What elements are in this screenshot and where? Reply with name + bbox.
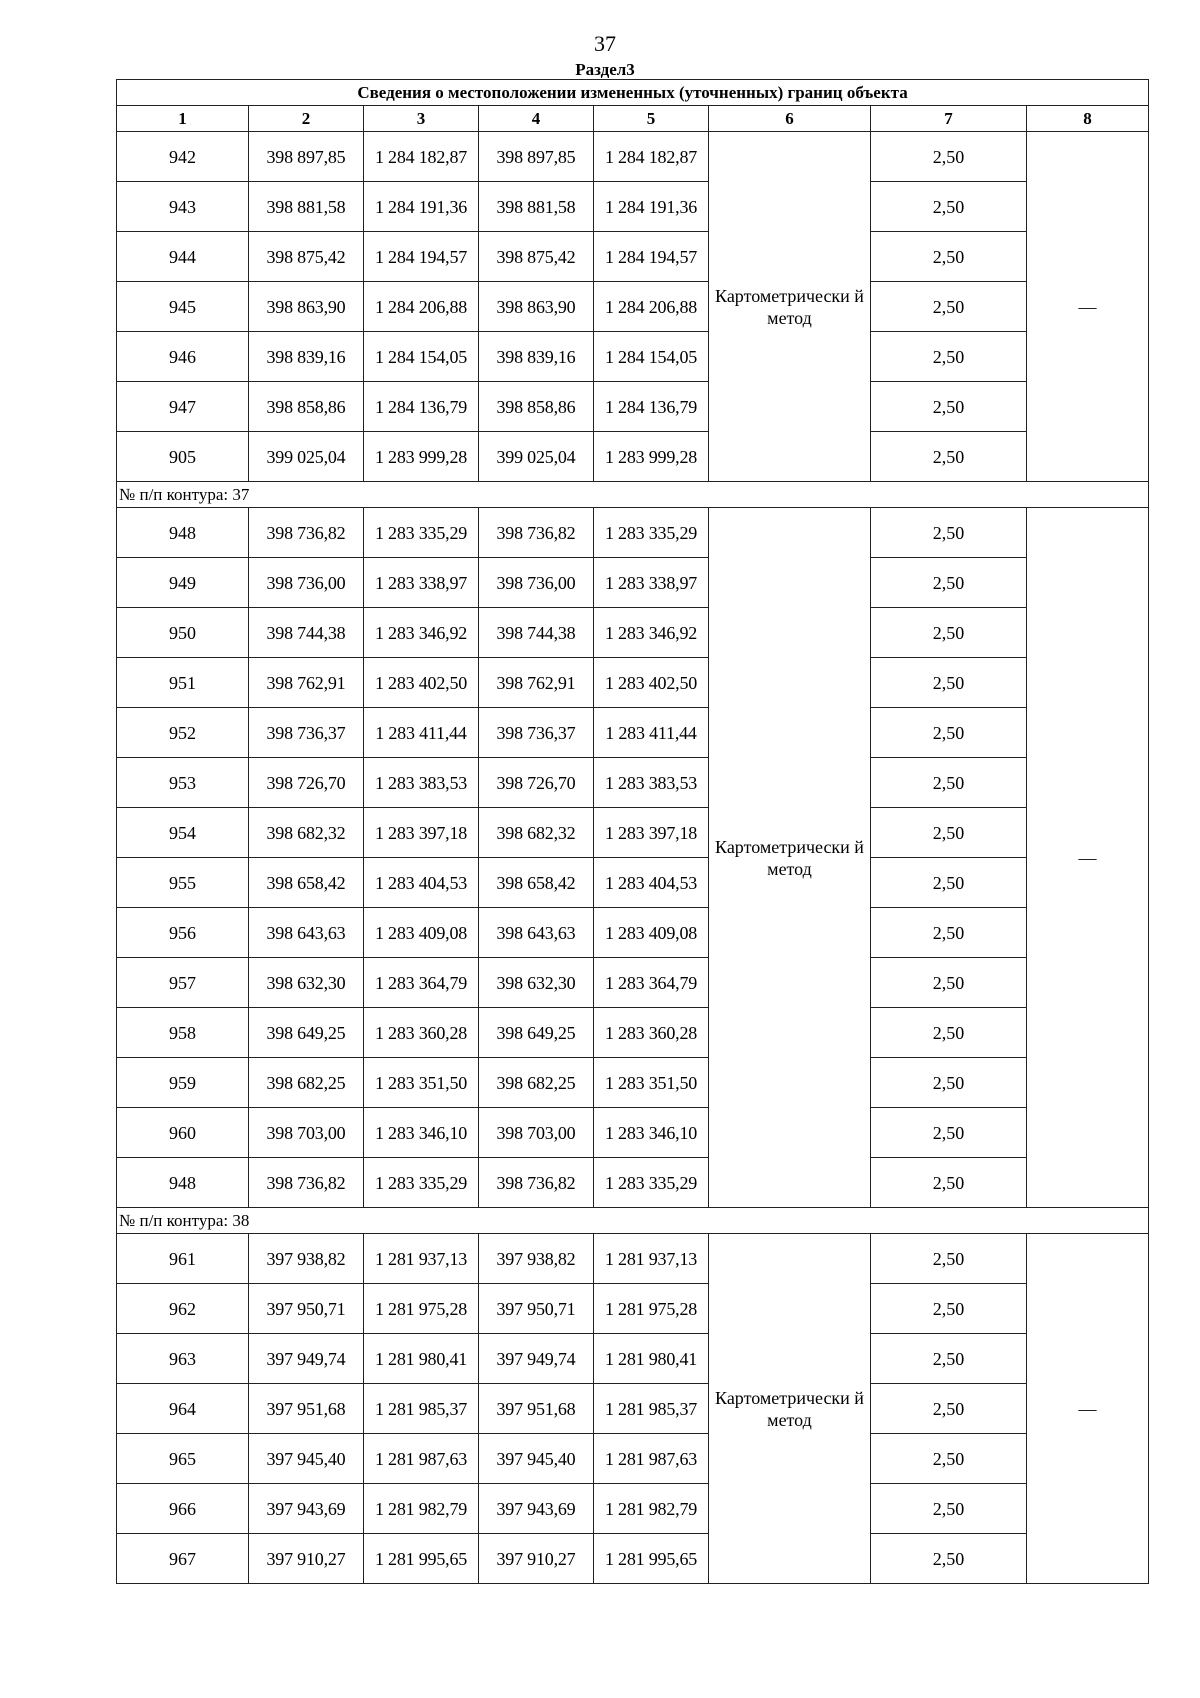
x-coordinate-cell: 398 682,32 [479,808,594,858]
x-coordinate-cell: 397 949,74 [249,1334,364,1384]
y-coordinate-cell: 1 283 346,92 [364,608,479,658]
column-number-4: 4 [479,106,594,132]
x-coordinate-cell: 397 950,71 [249,1284,364,1334]
point-number-cell: 963 [117,1334,249,1384]
method-cell: Картометрически й метод [709,132,871,482]
y-coordinate-cell: 1 284 154,05 [594,332,709,382]
y-coordinate-cell: 1 283 338,97 [364,558,479,608]
accuracy-cell: 2,50 [871,1434,1027,1484]
accuracy-cell: 2,50 [871,658,1027,708]
x-coordinate-cell: 398 875,42 [249,232,364,282]
x-coordinate-cell: 398 839,16 [249,332,364,382]
table-row [117,282,1149,332]
y-coordinate-cell: 1 283 335,29 [594,1158,709,1208]
accuracy-cell: 2,50 [871,708,1027,758]
accuracy-cell: 2,50 [871,1534,1027,1584]
column-number-7: 7 [871,106,1027,132]
y-coordinate-cell: 1 284 194,57 [594,232,709,282]
column-number-1: 1 [117,106,249,132]
y-coordinate-cell: 1 281 985,37 [594,1384,709,1434]
accuracy-cell: 2,50 [871,182,1027,232]
y-coordinate-cell: 1 281 982,79 [364,1484,479,1534]
y-coordinate-cell: 1 284 154,05 [364,332,479,382]
accuracy-cell: 2,50 [871,1334,1027,1384]
accuracy-cell: 2,50 [871,1058,1027,1108]
x-coordinate-cell: 398 632,30 [479,958,594,1008]
x-coordinate-cell: 398 736,37 [249,708,364,758]
y-coordinate-cell: 1 281 987,63 [594,1434,709,1484]
x-coordinate-cell: 397 949,74 [479,1334,594,1384]
point-number-cell: 955 [117,858,249,908]
column-number-6: 6 [709,106,871,132]
y-coordinate-cell: 1 281 975,28 [594,1284,709,1334]
accuracy-cell: 2,50 [871,282,1027,332]
column-number-2: 2 [249,106,364,132]
y-coordinate-cell: 1 283 360,28 [594,1008,709,1058]
y-coordinate-cell: 1 283 338,97 [594,558,709,608]
y-coordinate-cell: 1 283 346,10 [594,1108,709,1158]
method-cell: Картометрически й метод [709,1234,871,1584]
x-coordinate-cell: 398 881,58 [249,182,364,232]
table-row [117,1008,1149,1058]
point-number-cell: 946 [117,332,249,382]
y-coordinate-cell: 1 284 136,79 [594,382,709,432]
x-coordinate-cell: 397 951,68 [479,1384,594,1434]
x-coordinate-cell: 397 951,68 [249,1384,364,1434]
point-number-cell: 943 [117,182,249,232]
point-number-cell: 948 [117,1158,249,1208]
accuracy-cell: 2,50 [871,1108,1027,1158]
table-row [117,382,1149,432]
table-row [117,1058,1149,1108]
point-number-cell: 965 [117,1434,249,1484]
x-coordinate-cell: 398 658,42 [249,858,364,908]
table-row [117,508,1149,558]
contour-label: № п/п контура: 37 [117,482,1149,508]
accuracy-cell: 2,50 [871,1008,1027,1058]
table-row [117,858,1149,908]
y-coordinate-cell: 1 283 999,28 [594,432,709,482]
contour-label: № п/п контура: 38 [117,1208,1149,1234]
contour-label-row [117,482,1149,508]
y-coordinate-cell: 1 281 937,13 [594,1234,709,1284]
point-number-cell: 951 [117,658,249,708]
y-coordinate-cell: 1 281 985,37 [364,1384,479,1434]
table-row [117,708,1149,758]
accuracy-cell: 2,50 [871,1284,1027,1334]
y-coordinate-cell: 1 283 364,79 [364,958,479,1008]
y-coordinate-cell: 1 283 346,10 [364,1108,479,1158]
point-number-cell: 944 [117,232,249,282]
column-8-dash-cell: — [1027,1234,1149,1584]
y-coordinate-cell: 1 283 402,50 [364,658,479,708]
x-coordinate-cell: 398 726,70 [479,758,594,808]
table-row [117,332,1149,382]
x-coordinate-cell: 398 863,90 [249,282,364,332]
y-coordinate-cell: 1 283 383,53 [364,758,479,808]
x-coordinate-cell: 398 863,90 [479,282,594,332]
y-coordinate-cell: 1 283 335,29 [594,508,709,558]
y-coordinate-cell: 1 284 206,88 [364,282,479,332]
x-coordinate-cell: 397 938,82 [249,1234,364,1284]
y-coordinate-cell: 1 284 191,36 [364,182,479,232]
y-coordinate-cell: 1 283 404,53 [364,858,479,908]
y-coordinate-cell: 1 283 364,79 [594,958,709,1008]
y-coordinate-cell: 1 281 980,41 [594,1334,709,1384]
column-8-dash-cell: — [1027,508,1149,1208]
y-coordinate-cell: 1 283 411,44 [594,708,709,758]
point-number-cell: 905 [117,432,249,482]
x-coordinate-cell: 397 950,71 [479,1284,594,1334]
page-number: 37 [594,31,616,56]
x-coordinate-cell: 398 744,38 [479,608,594,658]
point-number-cell: 957 [117,958,249,1008]
point-number-cell: 960 [117,1108,249,1158]
table-row [117,132,1149,182]
table-row [117,808,1149,858]
x-coordinate-cell: 398 897,85 [479,132,594,182]
point-number-cell: 966 [117,1484,249,1534]
point-number-cell: 959 [117,1058,249,1108]
column-number-8: 8 [1027,106,1149,132]
table-row [117,1284,1149,1334]
x-coordinate-cell: 397 938,82 [479,1234,594,1284]
column-number-3: 3 [364,106,479,132]
point-number-cell: 956 [117,908,249,958]
x-coordinate-cell: 398 726,70 [249,758,364,808]
table-row [117,758,1149,808]
accuracy-cell: 2,50 [871,1234,1027,1284]
table-row [117,1108,1149,1158]
y-coordinate-cell: 1 283 346,92 [594,608,709,658]
x-coordinate-cell: 398 682,25 [479,1058,594,1108]
boundary-coordinates-table [116,79,1149,1584]
x-coordinate-cell: 398 632,30 [249,958,364,1008]
x-coordinate-cell: 398 762,91 [249,658,364,708]
accuracy-cell: 2,50 [871,1384,1027,1434]
table-row [117,558,1149,608]
y-coordinate-cell: 1 281 987,63 [364,1434,479,1484]
point-number-cell: 954 [117,808,249,858]
accuracy-cell: 2,50 [871,758,1027,808]
x-coordinate-cell: 398 875,42 [479,232,594,282]
point-number-cell: 962 [117,1284,249,1334]
column-8-dash-cell: — [1027,132,1149,482]
y-coordinate-cell: 1 283 409,08 [364,908,479,958]
accuracy-cell: 2,50 [871,1158,1027,1208]
table-row [117,908,1149,958]
x-coordinate-cell: 398 762,91 [479,658,594,708]
column-number-5: 5 [594,106,709,132]
table-row [117,1534,1149,1584]
x-coordinate-cell: 397 943,69 [479,1484,594,1534]
accuracy-cell: 2,50 [871,858,1027,908]
y-coordinate-cell: 1 283 409,08 [594,908,709,958]
point-number-cell: 964 [117,1384,249,1434]
table-row [117,432,1149,482]
accuracy-cell: 2,50 [871,332,1027,382]
x-coordinate-cell: 398 744,38 [249,608,364,658]
accuracy-cell: 2,50 [871,558,1027,608]
accuracy-cell: 2,50 [871,808,1027,858]
table-row [117,608,1149,658]
y-coordinate-cell: 1 283 999,28 [364,432,479,482]
x-coordinate-cell: 397 945,40 [249,1434,364,1484]
y-coordinate-cell: 1 284 136,79 [364,382,479,432]
y-coordinate-cell: 1 284 182,87 [364,132,479,182]
x-coordinate-cell: 398 736,00 [479,558,594,608]
x-coordinate-cell: 398 736,82 [479,508,594,558]
point-number-cell: 942 [117,132,249,182]
point-number-cell: 949 [117,558,249,608]
table-row [117,1484,1149,1534]
table-row [117,1384,1149,1434]
y-coordinate-cell: 1 283 351,50 [594,1058,709,1108]
accuracy-cell: 2,50 [871,508,1027,558]
table-row [117,182,1149,232]
y-coordinate-cell: 1 283 404,53 [594,858,709,908]
table-row [117,1334,1149,1384]
accuracy-cell: 2,50 [871,382,1027,432]
y-coordinate-cell: 1 283 351,50 [364,1058,479,1108]
y-coordinate-cell: 1 281 975,28 [364,1284,479,1334]
y-coordinate-cell: 1 281 982,79 [594,1484,709,1534]
point-number-cell: 958 [117,1008,249,1058]
y-coordinate-cell: 1 284 182,87 [594,132,709,182]
x-coordinate-cell: 398 682,25 [249,1058,364,1108]
y-coordinate-cell: 1 283 411,44 [364,708,479,758]
x-coordinate-cell: 398 703,00 [249,1108,364,1158]
y-coordinate-cell: 1 284 191,36 [594,182,709,232]
point-number-cell: 948 [117,508,249,558]
y-coordinate-cell: 1 281 995,65 [364,1534,479,1584]
section-title: Раздел3 [575,60,635,79]
table-row [117,958,1149,1008]
point-number-cell: 947 [117,382,249,432]
point-number-cell: 945 [117,282,249,332]
x-coordinate-cell: 398 736,82 [479,1158,594,1208]
x-coordinate-cell: 398 736,00 [249,558,364,608]
y-coordinate-cell: 1 281 995,65 [594,1534,709,1584]
x-coordinate-cell: 398 643,63 [479,908,594,958]
x-coordinate-cell: 398 682,32 [249,808,364,858]
x-coordinate-cell: 398 897,85 [249,132,364,182]
x-coordinate-cell: 398 658,42 [479,858,594,908]
x-coordinate-cell: 398 643,63 [249,908,364,958]
table-caption: Сведения о местоположении измененных (уточненных) границ объекта [117,80,1149,106]
accuracy-cell: 2,50 [871,432,1027,482]
table-row [117,1434,1149,1484]
table-row [117,658,1149,708]
point-number-cell: 950 [117,608,249,658]
x-coordinate-cell: 399 025,04 [249,432,364,482]
y-coordinate-cell: 1 283 335,29 [364,1158,479,1208]
x-coordinate-cell: 398 649,25 [479,1008,594,1058]
x-coordinate-cell: 398 703,00 [479,1108,594,1158]
table-row [117,1234,1149,1284]
accuracy-cell: 2,50 [871,958,1027,1008]
accuracy-cell: 2,50 [871,1484,1027,1534]
y-coordinate-cell: 1 284 206,88 [594,282,709,332]
y-coordinate-cell: 1 283 383,53 [594,758,709,808]
x-coordinate-cell: 397 945,40 [479,1434,594,1484]
x-coordinate-cell: 399 025,04 [479,432,594,482]
accuracy-cell: 2,50 [871,132,1027,182]
accuracy-cell: 2,50 [871,608,1027,658]
accuracy-cell: 2,50 [871,232,1027,282]
point-number-cell: 952 [117,708,249,758]
y-coordinate-cell: 1 284 194,57 [364,232,479,282]
x-coordinate-cell: 397 943,69 [249,1484,364,1534]
y-coordinate-cell: 1 283 335,29 [364,508,479,558]
x-coordinate-cell: 398 858,86 [249,382,364,432]
y-coordinate-cell: 1 283 397,18 [594,808,709,858]
x-coordinate-cell: 398 736,82 [249,508,364,558]
table-row [117,1158,1149,1208]
point-number-cell: 967 [117,1534,249,1584]
accuracy-cell: 2,50 [871,908,1027,958]
x-coordinate-cell: 397 910,27 [249,1534,364,1584]
x-coordinate-cell: 398 649,25 [249,1008,364,1058]
y-coordinate-cell: 1 283 402,50 [594,658,709,708]
y-coordinate-cell: 1 283 360,28 [364,1008,479,1058]
x-coordinate-cell: 398 839,16 [479,332,594,382]
point-number-cell: 961 [117,1234,249,1284]
x-coordinate-cell: 398 858,86 [479,382,594,432]
x-coordinate-cell: 398 736,37 [479,708,594,758]
y-coordinate-cell: 1 281 937,13 [364,1234,479,1284]
x-coordinate-cell: 398 736,82 [249,1158,364,1208]
y-coordinate-cell: 1 281 980,41 [364,1334,479,1384]
table-row [117,232,1149,282]
method-cell: Картометрически й метод [709,508,871,1208]
x-coordinate-cell: 398 881,58 [479,182,594,232]
point-number-cell: 953 [117,758,249,808]
y-coordinate-cell: 1 283 397,18 [364,808,479,858]
x-coordinate-cell: 397 910,27 [479,1534,594,1584]
contour-label-row [117,1208,1149,1234]
